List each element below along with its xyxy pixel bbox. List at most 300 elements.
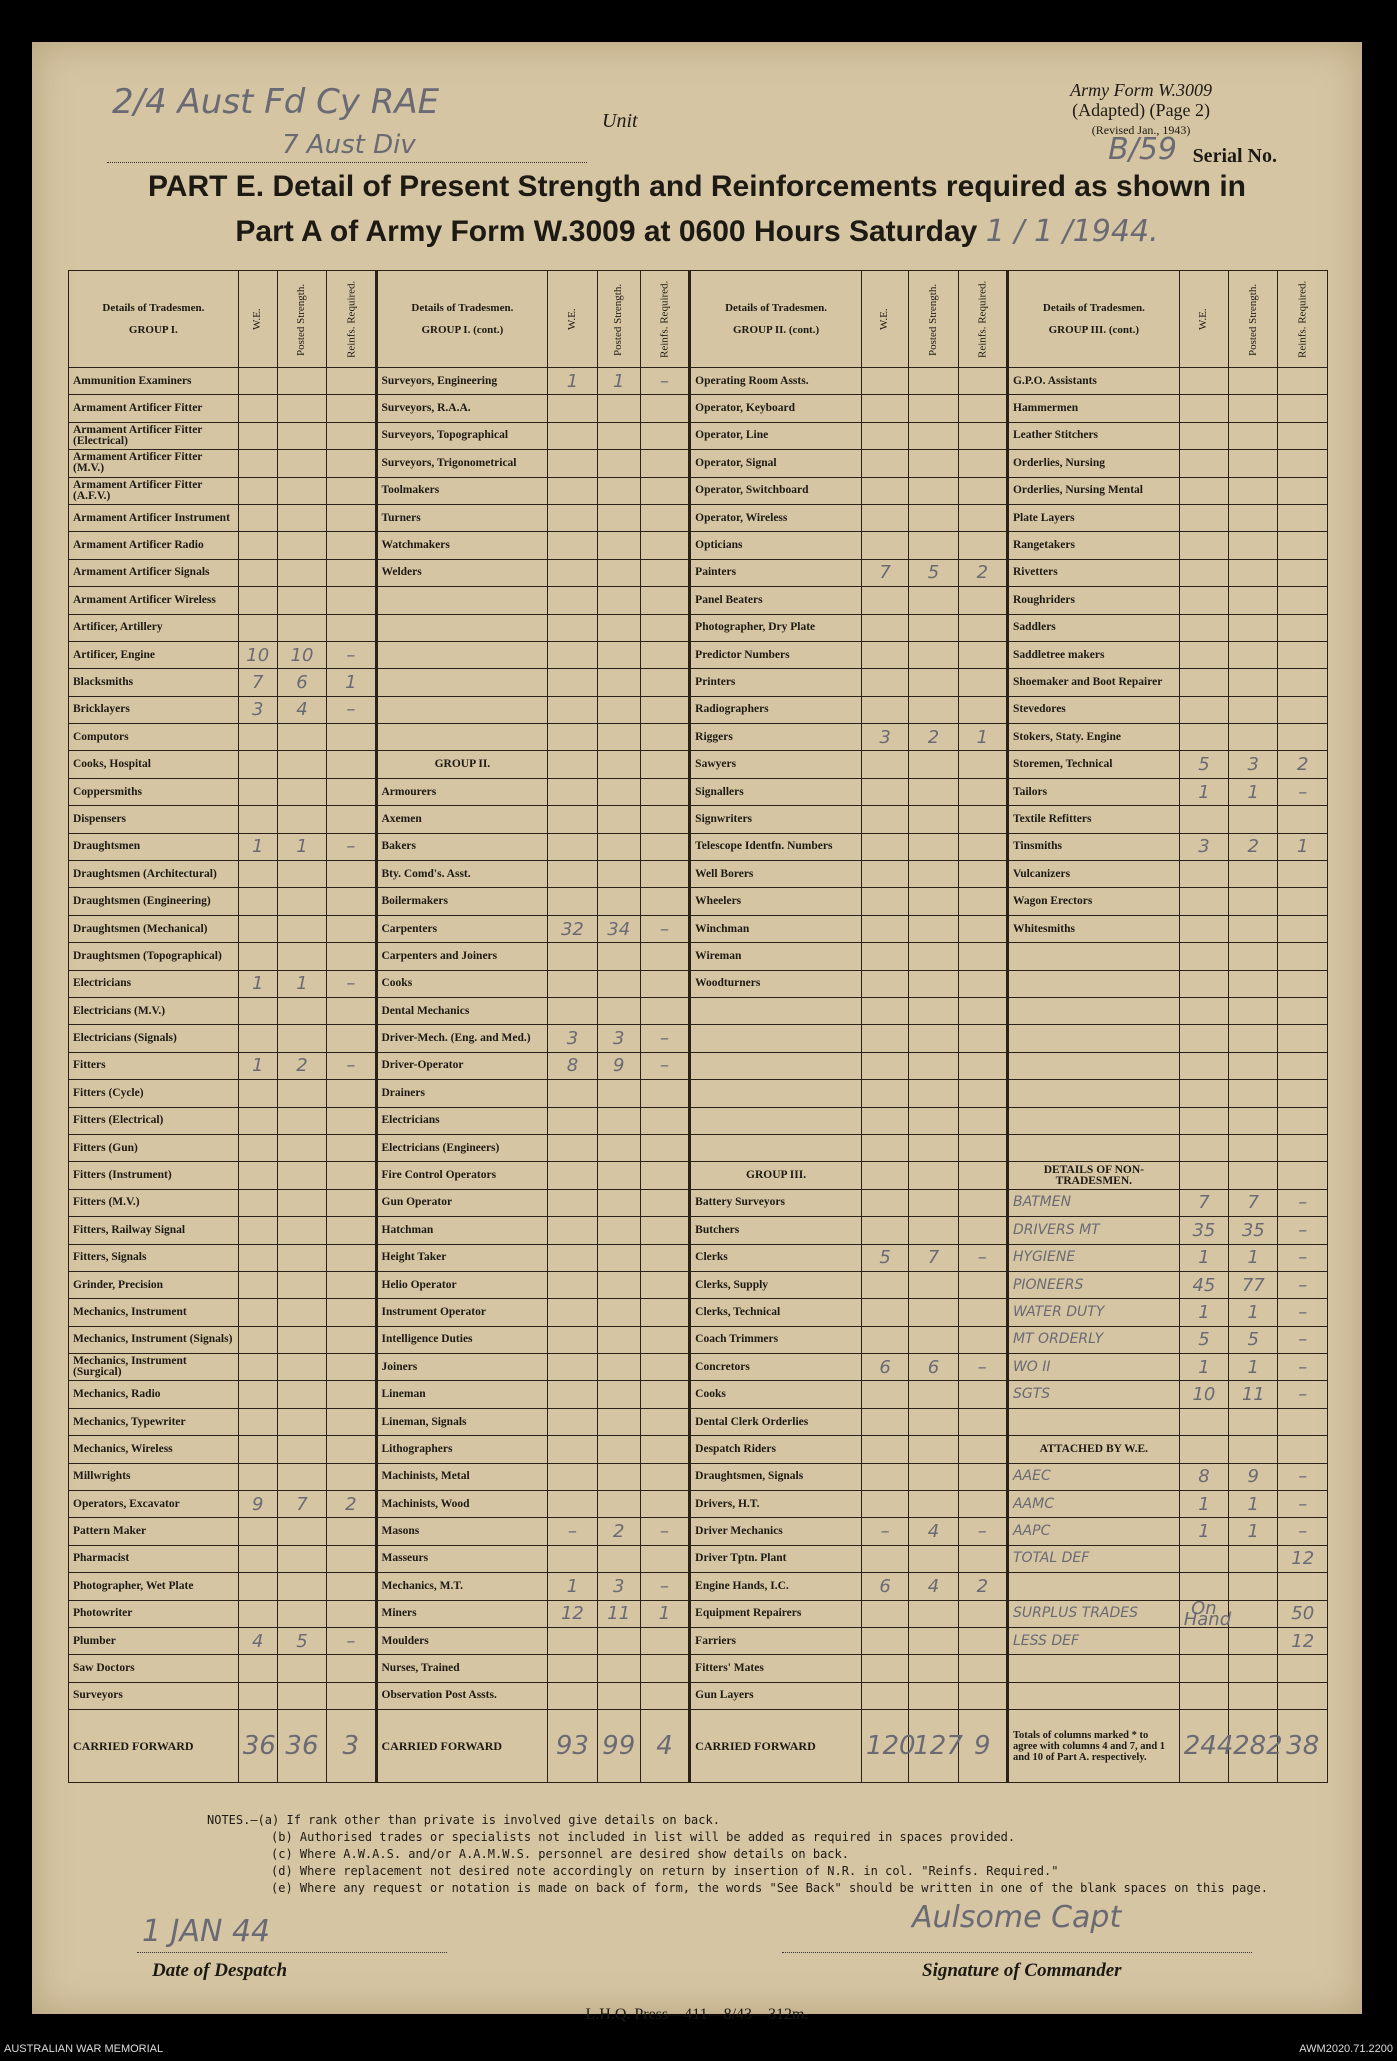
we-cell: [861, 1189, 908, 1216]
we-cell: [861, 997, 908, 1024]
we-cell: 1: [238, 1052, 277, 1079]
we-cell: [861, 1408, 908, 1435]
we-cell: 1: [1179, 1354, 1228, 1381]
reinfs-cell: [640, 504, 689, 531]
trade-label: Armament Artificer Instrument: [69, 504, 239, 531]
trade-label: Butchers: [690, 1217, 862, 1244]
trade-label: Stokers, Staty. Engine: [1007, 724, 1179, 751]
we-cell: [861, 1052, 908, 1079]
trade-label: Armament Artificer Fitter: [69, 395, 239, 422]
posted-cell: [277, 915, 326, 942]
header-details-g2c: Details of Tradesmen. GROUP II. (cont.): [690, 271, 862, 368]
table-row: [69, 833, 1328, 860]
trade-label: Telescope Identfn. Numbers: [690, 833, 862, 860]
posted-cell: 1: [1229, 1491, 1278, 1518]
trade-label: Fitters (Instrument): [69, 1162, 239, 1189]
trade-label: Armament Artificer Wireless: [69, 587, 239, 614]
we-cell: [548, 1545, 597, 1572]
trade-label: Draughtsmen (Engineering): [69, 888, 239, 915]
we-cell: [1179, 696, 1228, 723]
reinfs-cell: [958, 422, 1007, 449]
reinfs-cell: [958, 1299, 1007, 1326]
table-row: [69, 970, 1328, 997]
table-row: [69, 504, 1328, 531]
posted-cell: [277, 1271, 326, 1298]
header-reinfs: Reinfs. Required.: [1278, 271, 1328, 368]
we-cell: On Hand: [1179, 1600, 1228, 1627]
reinfs-cell: [640, 422, 689, 449]
we-cell: [861, 1627, 908, 1654]
posted-cell: [909, 1025, 958, 1052]
posted-cell: [277, 1682, 326, 1709]
reinfs-cell: –: [327, 641, 376, 668]
posted-cell: [597, 1491, 640, 1518]
trade-label: Printers: [690, 669, 862, 696]
posted-cell: [597, 1162, 640, 1189]
posted-cell: [277, 1573, 326, 1600]
trade-label: [376, 696, 548, 723]
trade-label: Plate Layers: [1007, 504, 1179, 531]
we-cell: [238, 915, 277, 942]
reinfs-cell: –: [640, 1518, 689, 1545]
we-cell: [238, 1244, 277, 1271]
posted-cell: [909, 450, 958, 477]
we-cell: [548, 1682, 597, 1709]
posted-cell: [597, 669, 640, 696]
trade-label: Machinists, Metal: [376, 1463, 548, 1490]
trade-label: [1007, 1025, 1179, 1052]
trade-label: LESS DEF: [1007, 1627, 1179, 1654]
trade-label: Predictor Numbers: [690, 641, 862, 668]
reinfs-cell: [958, 450, 1007, 477]
trade-label: Concretors: [690, 1354, 862, 1381]
trade-label: [1007, 1107, 1179, 1134]
posted-cell: [909, 1463, 958, 1490]
posted-cell: 7: [1229, 1189, 1278, 1216]
reinfs-cell: –: [640, 1025, 689, 1052]
posted-cell: [597, 778, 640, 805]
we-cell: 3: [1179, 833, 1228, 860]
we-cell: [238, 1518, 277, 1545]
reinfs-cell: [958, 1627, 1007, 1654]
reinfs-cell: [640, 477, 689, 504]
posted-cell: [1229, 422, 1278, 449]
reinfs-cell: [327, 1655, 376, 1682]
we-cell: [238, 1682, 277, 1709]
trade-label: DETAILS OF NON-TRADESMEN.: [1007, 1162, 1179, 1189]
posted-cell: [909, 861, 958, 888]
posted-cell: [597, 1326, 640, 1353]
reinfs-cell: [327, 751, 376, 778]
posted-cell: [1229, 504, 1278, 531]
posted-cell: [909, 1682, 958, 1709]
posted-cell: [909, 1080, 958, 1107]
we-cell: 5: [861, 1244, 908, 1271]
posted-cell: [1229, 724, 1278, 751]
reinfs-cell: [327, 587, 376, 614]
reinfs-cell: [327, 1244, 376, 1271]
trade-label: Saddlers: [1007, 614, 1179, 641]
we-cell: [548, 450, 597, 477]
posted-cell: [1229, 1025, 1278, 1052]
reinfs-cell: [327, 1573, 376, 1600]
reinfs-cell: [958, 997, 1007, 1024]
reinfs-cell: [958, 806, 1007, 833]
reinfs-cell: –: [327, 1052, 376, 1079]
we-cell: [238, 1573, 277, 1600]
reinfs-cell: [1278, 696, 1328, 723]
trade-label: Operator, Line: [690, 422, 862, 449]
trade-label: Driver-Mech. (Eng. and Med.): [376, 1025, 548, 1052]
table-row: [69, 1518, 1328, 1545]
posted-cell: [909, 1545, 958, 1572]
reinfs-cell: [1278, 641, 1328, 668]
trade-label: [376, 669, 548, 696]
trade-label: GROUP III.: [690, 1162, 862, 1189]
reinfs-cell: [1278, 368, 1328, 395]
trade-label: Gun Operator: [376, 1189, 548, 1216]
we-cell: [238, 751, 277, 778]
we-cell: [238, 778, 277, 805]
trade-label: Roughriders: [1007, 587, 1179, 614]
reinfs-cell: [640, 587, 689, 614]
we-cell: [238, 806, 277, 833]
trade-label: Clerks, Technical: [690, 1299, 862, 1326]
reinfs-cell: [640, 1134, 689, 1161]
posted-cell: [909, 1134, 958, 1161]
we-cell: 45: [1179, 1271, 1228, 1298]
we-cell: [861, 450, 908, 477]
trade-label: WATER DUTY: [1007, 1299, 1179, 1326]
we-cell: [861, 778, 908, 805]
trade-label: [690, 997, 862, 1024]
carried-forward-value: 4: [640, 1710, 689, 1783]
we-cell: 1: [1179, 1244, 1228, 1271]
we-cell: [861, 970, 908, 997]
trade-label: Driver-Operator: [376, 1052, 548, 1079]
we-cell: [548, 1299, 597, 1326]
reinfs-cell: –: [958, 1244, 1007, 1271]
reinfs-cell: –: [1278, 1244, 1328, 1271]
notes-block: [207, 1812, 1268, 1897]
trade-label: Machinists, Wood: [376, 1491, 548, 1518]
we-cell: [238, 1655, 277, 1682]
we-cell: 7: [238, 669, 277, 696]
table-row: [69, 1107, 1328, 1134]
posted-cell: [909, 751, 958, 778]
reinfs-cell: [1278, 1107, 1328, 1134]
we-cell: [548, 997, 597, 1024]
reinfs-cell: [327, 861, 376, 888]
posted-cell: [909, 1162, 958, 1189]
trade-label: Hammermen: [1007, 395, 1179, 422]
we-cell: [548, 751, 597, 778]
posted-cell: [277, 1518, 326, 1545]
note-a: NOTES.—(a) If rank other than private is involved give details on back.: [207, 1813, 720, 1827]
we-cell: [861, 1217, 908, 1244]
posted-cell: 6: [909, 1354, 958, 1381]
we-cell: [861, 751, 908, 778]
posted-cell: [1229, 1408, 1278, 1435]
reinfs-cell: 2: [958, 559, 1007, 586]
form-id-line2: (Adapted) (Page 2): [1072, 100, 1211, 120]
serial-handwritten: B/59: [1108, 132, 1177, 167]
header-posted: Posted Strength.: [277, 271, 326, 368]
trade-label: Hatchman: [376, 1217, 548, 1244]
reinfs-cell: 1: [1278, 833, 1328, 860]
we-cell: [548, 806, 597, 833]
trade-label: Fire Control Operators: [376, 1162, 548, 1189]
posted-cell: [1229, 861, 1278, 888]
posted-cell: [597, 1299, 640, 1326]
posted-cell: [277, 422, 326, 449]
posted-cell: [1229, 614, 1278, 641]
we-cell: [861, 1436, 908, 1463]
posted-cell: 1: [597, 368, 640, 395]
posted-cell: [909, 833, 958, 860]
totals-note: Totals of columns marked * to agree with columns 4 and 7, and 1 and 10 of Part A. respectively.: [1007, 1710, 1179, 1783]
trade-label: Tailors: [1007, 778, 1179, 805]
reinfs-cell: [640, 669, 689, 696]
posted-cell: [1229, 587, 1278, 614]
table-row: [69, 1244, 1328, 1271]
posted-cell: [597, 696, 640, 723]
we-cell: 9: [238, 1491, 277, 1518]
table-row: [69, 450, 1328, 477]
reinfs-cell: [327, 1271, 376, 1298]
trade-label: [690, 1052, 862, 1079]
we-cell: [548, 1326, 597, 1353]
posted-cell: 34: [597, 915, 640, 942]
reinfs-cell: [1278, 888, 1328, 915]
trade-label: Equipment Repairers: [690, 1600, 862, 1627]
trade-label: Surveyors: [69, 1682, 239, 1709]
table-row: [69, 806, 1328, 833]
we-cell: [238, 477, 277, 504]
table-row: [69, 1682, 1328, 1709]
reinfs-cell: [1278, 1436, 1328, 1463]
header-reinfs: Reinfs. Required.: [958, 271, 1007, 368]
reinfs-cell: [1278, 1025, 1328, 1052]
table-row: [69, 1627, 1328, 1654]
table-row: [69, 1354, 1328, 1381]
reinfs-cell: [327, 724, 376, 751]
we-cell: [548, 943, 597, 970]
trade-label: Dispensers: [69, 806, 239, 833]
reinfs-cell: [327, 1682, 376, 1709]
we-cell: [1179, 1080, 1228, 1107]
table-row: [69, 778, 1328, 805]
reinfs-cell: [640, 806, 689, 833]
trade-label: [1007, 1408, 1179, 1435]
reinfs-cell: [958, 1052, 1007, 1079]
posted-cell: [1229, 395, 1278, 422]
reinfs-cell: [958, 970, 1007, 997]
reinfs-cell: [640, 1408, 689, 1435]
posted-cell: [909, 1217, 958, 1244]
posted-cell: [597, 504, 640, 531]
we-cell: [1179, 450, 1228, 477]
we-cell: [1179, 1573, 1228, 1600]
header-posted: Posted Strength.: [597, 271, 640, 368]
we-cell: 5: [1179, 751, 1228, 778]
trade-label: Welders: [376, 559, 548, 586]
trade-label: Saw Doctors: [69, 1655, 239, 1682]
trade-label: Blacksmiths: [69, 669, 239, 696]
trade-label: [1007, 1682, 1179, 1709]
table-row: [69, 1545, 1328, 1572]
header-details-g1: Details of Tradesmen. GROUP I.: [69, 271, 239, 368]
table-row: [69, 1463, 1328, 1490]
reinfs-cell: [958, 1682, 1007, 1709]
table-row: [69, 422, 1328, 449]
posted-cell: [1229, 915, 1278, 942]
we-cell: [861, 368, 908, 395]
trade-label: DRIVERS MT: [1007, 1217, 1179, 1244]
trade-label: Grinder, Precision: [69, 1271, 239, 1298]
we-cell: 35: [1179, 1217, 1228, 1244]
trade-label: Electricians: [376, 1107, 548, 1134]
we-cell: [1179, 806, 1228, 833]
trade-label: Operator, Wireless: [690, 504, 862, 531]
trade-label: Drainers: [376, 1080, 548, 1107]
we-cell: 7: [1179, 1189, 1228, 1216]
press-imprint: L.H.Q. Press—411—8/43—312m.: [585, 2006, 809, 2023]
posted-cell: [597, 614, 640, 641]
trade-label: Sawyers: [690, 751, 862, 778]
we-cell: [861, 1491, 908, 1518]
trade-label: Wireman: [690, 943, 862, 970]
we-cell: [1179, 559, 1228, 586]
header-reinfs: Reinfs. Required.: [327, 271, 376, 368]
posted-cell: [1229, 943, 1278, 970]
reinfs-cell: –: [327, 970, 376, 997]
reinfs-cell: [640, 395, 689, 422]
table-row: [69, 1162, 1328, 1189]
trade-label: Photographer, Wet Plate: [69, 1573, 239, 1600]
reinfs-cell: [327, 1217, 376, 1244]
trade-label: Instrument Operator: [376, 1299, 548, 1326]
reinfs-cell: 2: [327, 1491, 376, 1518]
reinfs-cell: [640, 1271, 689, 1298]
posted-cell: [1229, 1436, 1278, 1463]
we-cell: 10: [1179, 1381, 1228, 1408]
we-cell: [238, 1408, 277, 1435]
trade-label: Fitters, Signals: [69, 1244, 239, 1271]
posted-cell: [597, 1244, 640, 1271]
posted-cell: 9: [1229, 1463, 1278, 1490]
credit-right: AWM2020.71.2200: [1299, 2043, 1393, 2055]
we-cell: [1179, 395, 1228, 422]
posted-cell: 1: [1229, 1299, 1278, 1326]
table-row: [69, 1299, 1328, 1326]
we-cell: [1179, 1436, 1228, 1463]
reinfs-cell: [640, 1627, 689, 1654]
reinfs-cell: [958, 1600, 1007, 1627]
trade-label: Drivers, H.T.: [690, 1491, 862, 1518]
trade-label: Lineman, Signals: [376, 1408, 548, 1435]
reinfs-cell: [958, 614, 1007, 641]
posted-cell: [1229, 806, 1278, 833]
we-cell: 3: [238, 696, 277, 723]
we-cell: [548, 888, 597, 915]
posted-cell: 11: [1229, 1381, 1278, 1408]
posted-cell: 7: [909, 1244, 958, 1271]
reinfs-cell: –: [958, 1354, 1007, 1381]
posted-cell: [597, 395, 640, 422]
form-id-line3: (Revised Jan., 1943): [1091, 123, 1191, 137]
we-cell: [861, 915, 908, 942]
we-cell: [238, 587, 277, 614]
posted-cell: [597, 1655, 640, 1682]
posted-cell: [597, 450, 640, 477]
trade-label: [1007, 1655, 1179, 1682]
we-cell: [548, 1463, 597, 1490]
trade-label: Mechanics, Typewriter: [69, 1408, 239, 1435]
posted-cell: [597, 1436, 640, 1463]
posted-cell: [597, 477, 640, 504]
posted-cell: 35: [1229, 1217, 1278, 1244]
reinfs-cell: –: [1278, 1518, 1328, 1545]
we-cell: [548, 1134, 597, 1161]
reinfs-cell: –: [327, 696, 376, 723]
we-cell: [548, 1162, 597, 1189]
posted-cell: [1229, 368, 1278, 395]
form-id-line1: Army Form W.3009: [1070, 80, 1212, 100]
we-cell: [238, 1326, 277, 1353]
reinfs-cell: –: [958, 1518, 1007, 1545]
reinfs-cell: 2: [1278, 751, 1328, 778]
reinfs-cell: [958, 1463, 1007, 1490]
posted-cell: [277, 1107, 326, 1134]
posted-cell: [277, 888, 326, 915]
reinfs-cell: [958, 751, 1007, 778]
we-cell: [548, 724, 597, 751]
trade-label: [690, 1080, 862, 1107]
posted-cell: [1229, 641, 1278, 668]
posted-cell: [1229, 1080, 1278, 1107]
reinfs-cell: [1278, 806, 1328, 833]
posted-cell: 1: [1229, 1354, 1278, 1381]
reinfs-cell: [958, 1436, 1007, 1463]
reinfs-cell: [640, 1107, 689, 1134]
we-cell: [548, 477, 597, 504]
form-identifier: [1070, 80, 1212, 140]
reinfs-cell: [1278, 970, 1328, 997]
posted-cell: [1229, 1627, 1278, 1654]
reinfs-cell: [640, 1326, 689, 1353]
header-details-g1c: Details of Tradesmen. GROUP I. (cont.): [376, 271, 548, 368]
table-row: [69, 1052, 1328, 1079]
posted-cell: [597, 1354, 640, 1381]
trade-label: [1007, 1080, 1179, 1107]
we-cell: [861, 669, 908, 696]
header-posted: Posted Strength.: [1229, 271, 1278, 368]
posted-cell: [277, 450, 326, 477]
carried-forward-value: 9: [958, 1710, 1007, 1783]
we-cell: [861, 1299, 908, 1326]
reinfs-cell: [640, 1491, 689, 1518]
table-row: [69, 1408, 1328, 1435]
signature-handwritten: Aulsome Capt: [912, 1900, 1122, 1935]
posted-cell: [597, 1627, 640, 1654]
we-cell: [238, 1299, 277, 1326]
trade-label: Well Borers: [690, 861, 862, 888]
trade-label: Axemen: [376, 806, 548, 833]
posted-cell: [277, 1600, 326, 1627]
trade-label: Farriers: [690, 1627, 862, 1654]
reinfs-cell: [958, 1080, 1007, 1107]
